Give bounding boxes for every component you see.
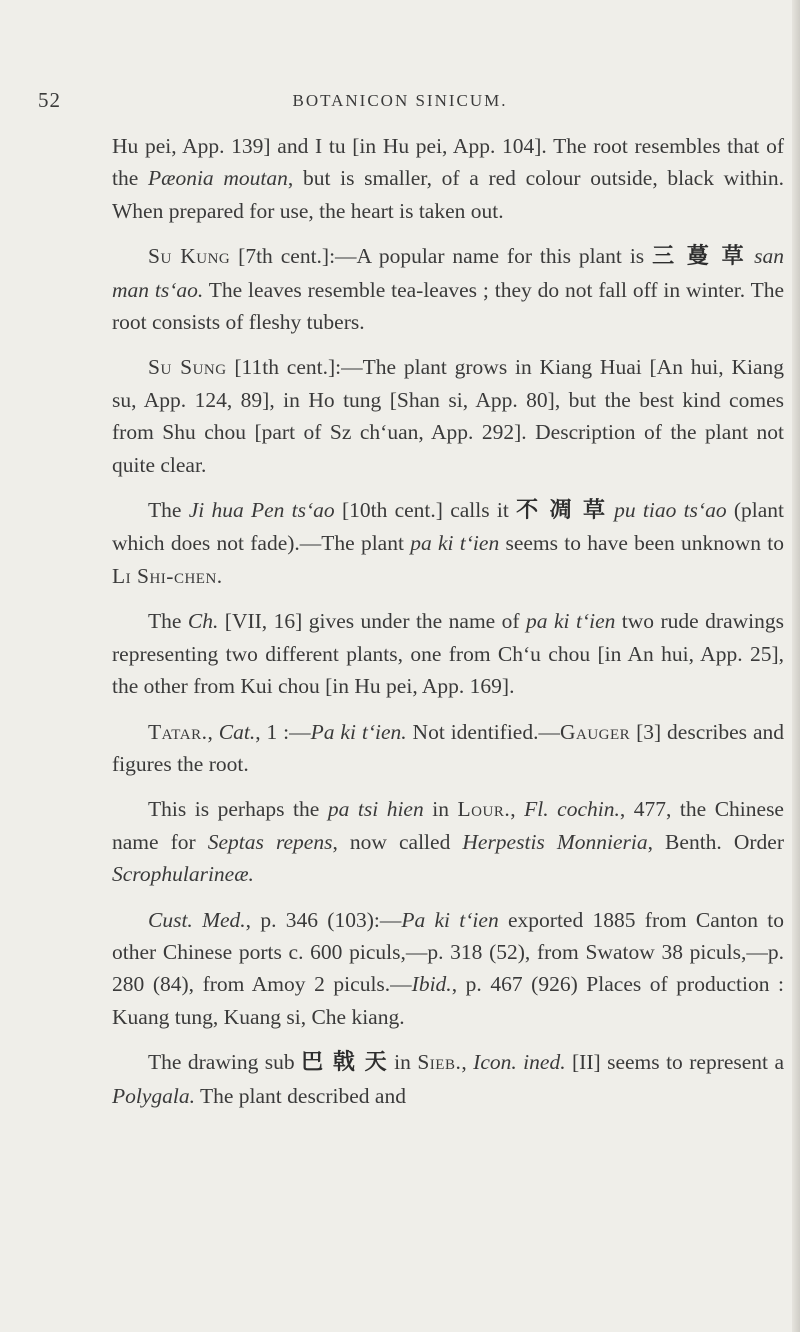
text-run: [7th cent.]:—A popular name for this plant is <box>230 244 653 269</box>
italic-term: Pæonia moutan <box>147 166 288 191</box>
text-run: , <box>510 797 525 822</box>
italic-term: san man ts‘ao. <box>112 244 784 302</box>
page-edge-shadow <box>792 0 800 1332</box>
chinese-characters: 巴 戟 天 <box>301 1050 388 1076</box>
text-run: , but is smaller, of a red colour outside, black within. When prepared for use, the heart is taken out. <box>112 166 784 223</box>
italic-term: pa ki t‘ien <box>410 531 500 556</box>
text-run: [10th cent.] calls it <box>334 498 517 523</box>
text-run: The leaves resemble tea-leaves ; they do not fall off in winter. The root consists of fleshy tubers. <box>112 277 785 335</box>
paragraph-p3 <box>112 351 784 481</box>
text-run: The plant described and <box>195 1083 406 1108</box>
text-run: , <box>461 1050 474 1075</box>
italic-term: Fl. cochin. <box>524 797 620 822</box>
text-run: This is perhaps the <box>148 797 328 822</box>
text-run: The <box>148 498 189 523</box>
text-run: , <box>207 719 219 744</box>
text-run: (plant which does not fade).—The plant <box>112 498 785 556</box>
author-name: Lour. <box>457 797 511 822</box>
author-name: Sieb. <box>417 1050 462 1075</box>
page-number: 52 <box>38 88 61 112</box>
text-run: Hu pei, App. 139] and I tu [in Hu pei, App. 104]. The root resembles that of the <box>112 134 784 191</box>
author-name: Tatar. <box>148 719 208 744</box>
italic-term: pa ki t‘ien <box>526 609 616 634</box>
paragraph-p8 <box>112 904 784 1034</box>
italic-term: Herpestis Monnieria <box>462 829 648 854</box>
chinese-characters: 不 凋 草 <box>516 498 607 524</box>
paragraph-p6 <box>112 716 784 781</box>
author-name: Su Sung <box>148 355 227 380</box>
text-run: exported 1885 from Canton to other Chinese ports c. 600 piculs,—p. 318 (52), from Swatow 38 piculs,—p. 280 (84), from Amoy 2 piculs.— <box>112 907 784 997</box>
paragraph-p7 <box>112 793 784 890</box>
text-run: in <box>387 1050 418 1075</box>
text-run: , now called <box>332 829 463 854</box>
text-run: , Benth. Order <box>647 829 784 854</box>
italic-term: pa tsi hien <box>327 797 424 822</box>
running-title: BOTANICON SINICUM. <box>292 91 508 110</box>
italic-term: Pa ki t‘ien <box>401 907 499 932</box>
author-name: Gauger <box>559 719 631 744</box>
body-text <box>112 130 784 1125</box>
text-run: [3] describes and figures the root. <box>112 719 784 776</box>
text-run: two rude drawings representing two different plants, one from Ch‘u chou [in An hui, App. 25], the other from Kui chou [in Hu pei, App. 169]. <box>112 609 784 699</box>
paragraph-p5 <box>112 605 784 702</box>
paragraph-p2 <box>112 240 784 338</box>
text-run: [VII, 16] gives under the name of <box>218 609 527 634</box>
paragraph-p9 <box>112 1046 784 1112</box>
italic-term: Septas repens <box>207 829 333 854</box>
text-run: in <box>423 797 458 822</box>
italic-term: Polygala. <box>112 1083 195 1108</box>
italic-term: Scrophularineæ. <box>112 862 254 887</box>
author-name: Su Kung <box>148 244 231 269</box>
text-run: Not identified.— <box>406 719 560 744</box>
italic-term: Icon. ined. <box>473 1050 566 1075</box>
author-name: Li Shi-chen. <box>112 563 223 588</box>
text-run: , p. 467 (926) Places of production : Kuang tung, Kuang si, Che kiang. <box>112 972 784 1029</box>
text-run: seems to have been unknown to <box>499 531 785 556</box>
text-run: [11th cent.]:—The plant grows in Kiang Huai [An hui, Kiang su, App. 124, 89], in Ho tung [Shan si, App. 80], but the best kind comes from Shu chou [part of Sz ch‘uan, App. 292]. Description of the plant not quite clear. <box>112 355 784 477</box>
italic-term: Cat. <box>218 719 256 744</box>
italic-term: Ibid. <box>411 972 452 997</box>
text-run: The <box>148 609 188 634</box>
text-run: The drawing sub <box>148 1050 302 1075</box>
text-run: , 477, the Chinese name for <box>112 797 784 854</box>
text-run <box>746 244 754 268</box>
chinese-characters: 三 蔓 草 <box>652 244 747 270</box>
italic-term: pu tiao ts‘ao <box>614 498 727 523</box>
text-run: [II] seems to represent a <box>565 1050 785 1075</box>
paragraph-p1 <box>112 130 784 227</box>
text-run: , 1 :— <box>255 719 311 744</box>
paragraph-p4 <box>112 494 784 592</box>
italic-term: Ch. <box>187 609 219 634</box>
italic-term: Ji hua Pen ts‘ao <box>188 498 335 523</box>
page-header <box>0 88 800 118</box>
italic-term: Cust. Med. <box>148 907 246 932</box>
italic-term: Pa ki t‘ien. <box>310 719 407 744</box>
text-run: , p. 346 (103):— <box>245 907 402 932</box>
